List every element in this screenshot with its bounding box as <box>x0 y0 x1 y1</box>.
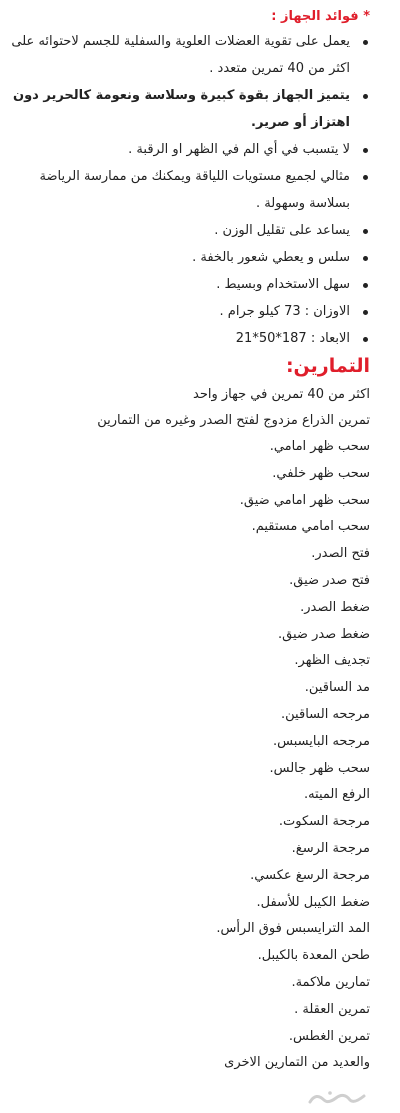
feature-item <box>8 136 370 163</box>
feature-text: سهل الاستخدام وبسيط . <box>216 277 350 292</box>
feature-item <box>8 325 370 352</box>
exercise-item: مرجحه الساقين. <box>281 706 370 722</box>
feature-text: لا يتسبب في أي الم في الظهر او الرقبة . <box>128 142 350 157</box>
feature-item <box>8 217 370 244</box>
exercise-item: سحب ظهر امامي. <box>269 439 370 454</box>
exercise-item: تجديف الظهر. <box>294 653 370 669</box>
exercises-list <box>8 434 370 1077</box>
exercise-item: سحب امامي مستقيم. <box>251 519 370 535</box>
haraj-watermark <box>306 1088 368 1108</box>
bullet-icon <box>363 283 368 288</box>
feature-text: يعمل على تقوية العضلات العلوية والسفلية للجسم لاحتوائه على اكثر من 40 تمرين متعدد . <box>11 34 350 76</box>
haraj-watermark-icon <box>306 1088 368 1108</box>
exercise-item: تمرين العقلة . <box>294 1001 370 1017</box>
features-heading: * فوائد الجهاز : <box>271 9 370 24</box>
bullet-icon <box>363 148 368 153</box>
feature-item <box>8 82 370 136</box>
exercise-item: مد الساقين. <box>304 680 370 696</box>
feature-item <box>8 163 370 217</box>
intro-line-2: تمرين الذراع مزدوج لفتح الصدر وغيره من التمارين <box>97 413 370 428</box>
exercise-item: فتح الصدر. <box>311 546 370 562</box>
intro-line-1: اكثر من 40 تمرين في جهاز واحد <box>193 387 370 402</box>
bullet-icon <box>363 337 368 342</box>
exercise-item: ضغط الصدر. <box>300 599 370 615</box>
feature-text: يساعد على تقليل الوزن . <box>214 223 350 238</box>
feature-item <box>8 271 370 298</box>
feature-text: الابعاد : 187*50*21 <box>235 331 350 346</box>
feature-text: يتميز الجهاز بقوة كبيرة وسلاسة ونعومة كالحرير دون اهتزاز أو صرير. <box>12 88 350 130</box>
exercise-item: ضغط صدر ضيق. <box>278 626 370 642</box>
bullet-icon <box>363 310 368 315</box>
exercise-item: مرجحة الرسغ عكسي. <box>250 867 370 883</box>
exercise-item: سحب ظهر خلفي. <box>272 465 370 481</box>
feature-item <box>8 244 370 271</box>
exercise-item: ضغط الكيبل للأسفل. <box>256 894 370 910</box>
exercises-heading: التمارين: <box>285 355 370 377</box>
feature-item <box>8 298 370 325</box>
exercise-item: الرفع الميته. <box>303 787 370 803</box>
feature-item <box>8 28 370 82</box>
feature-text: مثالي لجميع مستويات اللياقة ويمكنك من ممارسة الرياضة بسلاسة وسهولة . <box>39 169 350 211</box>
exercise-item: طحن المعدة بالكيبل. <box>257 948 370 964</box>
exercise-item: سحب ظهر امامي ضيق. <box>239 492 370 508</box>
features-list <box>8 28 370 352</box>
exercise-item: مرجحة السكوت. <box>278 814 370 830</box>
bullet-icon <box>363 229 368 234</box>
exercise-item: فتح صدر ضيق. <box>289 572 370 588</box>
feature-text: الاوزان : 73 كيلو جرام . <box>219 304 350 319</box>
exercise-item: تمارين ملاكمة. <box>291 974 370 990</box>
exercise-item: تمرين الغطس. <box>288 1028 370 1044</box>
exercise-item: المد الترايسبس فوق الرأس. <box>216 921 370 937</box>
exercise-item: والعديد من التمارين الاخرى <box>224 1055 370 1071</box>
bullet-icon <box>363 40 368 45</box>
exercise-item: سحب ظهر جالس. <box>269 760 370 776</box>
bullet-icon <box>363 94 368 99</box>
exercise-item: مرجحه البايسبس. <box>273 733 370 749</box>
feature-text: سلس و يعطي شعور بالخفة . <box>192 250 350 265</box>
bullet-icon <box>363 256 368 261</box>
bullet-icon <box>363 175 368 180</box>
exercise-item: مرجحة الرسغ. <box>291 840 370 856</box>
